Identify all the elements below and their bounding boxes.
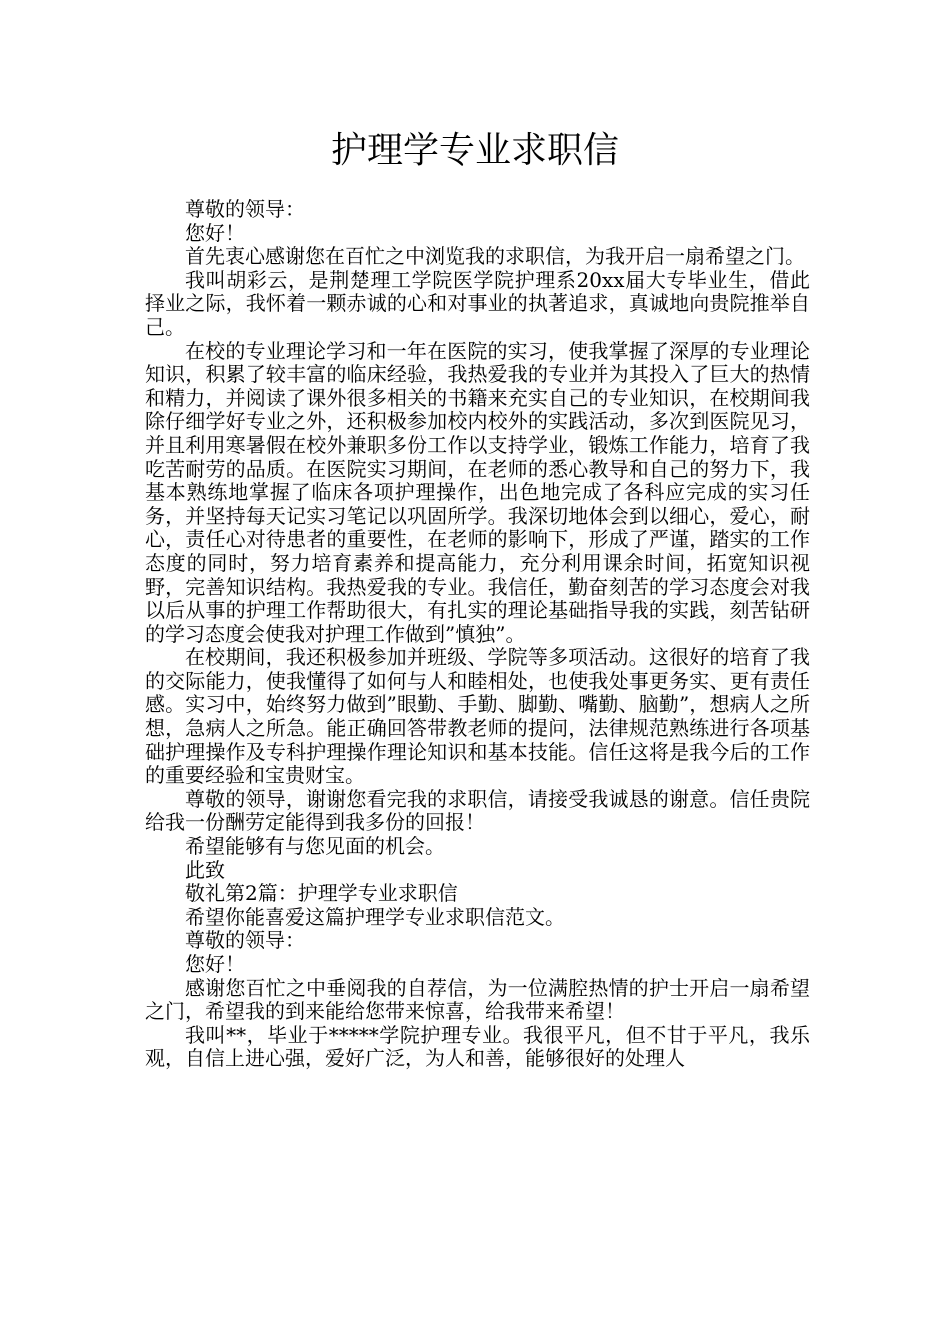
body-paragraph: 首先衷心感谢您在百忙之中浏览我的求职信，为我开启一扇希望之门。 [185,244,805,269]
body-paragraph: 在校的专业理论学习和一年在医院的实习，使我掌握了深厚的专业理论知识，积累了较丰富的临床经验，我热爱我的专业并为其投入了巨大的热情和精力，并阅读了课外很多相关的书籍来充实自己的专业知识，在校期间我除仔细学好专业之外，还积极参加校内校外的实践活动，多次到医院见习，并且利用寒暑假在校外兼职多份工作以支持学业，锻炼工作能力，培育了我吃苦耐劳的品质。在医院实习期间，在老师的悉心教导和自己的努力下，我基本熟练地掌握了临床各项护理操作，出色地完成了各科应完成的实习任务，并坚持每天记实习笔记以巩固所学。我深切地体会到以细心，爱心，耐心，责任心对待患者的重要性，在老师的影响下，形成了严谨，踏实的工作态度的同时，努力培育素养和提高能力，充分利用课余时间，拓宽知识视野，完善知识结构。我热爱我的专业。我信任，勤奋刻苦的学习态度会对我以后从事的护理工作帮助很大，有扎实的理论基础指导我的实践，刻苦钻研的学习态度会使我对护理工作做到”慎独”。 [145,338,810,646]
section-heading: 敬礼第2篇：护理学专业求职信 [185,881,458,906]
body-paragraph: 希望能够有与您见面的机会。 [185,834,445,859]
salutation: 尊敬的领导： [185,197,305,221]
body-paragraph: 在校期间，我还积极参加并班级、学院等多项活动。这很好的培育了我的交际能力，使我懂得了如何与人和睦相处，也使我处事更务实、更有责任感。实习中，始终努力做到”眼勤、手勤、脚勤、嘴勤、脑勤”，想病人之所想，急病人之所急。能正确回答带教老师的提问，法律规范熟练进行各项基础护理操作及专科护理操作理论知识和基本技能。信任这将是我今后的工作的重要经验和宝贵财宝。 [145,645,810,788]
body-paragraph: 尊敬的领导，谢谢您看完我的求职信，请接受我诚恳的谢意。信任贵院给我一份酬劳定能得到我多份的回报！ [145,786,810,835]
document-body [145,198,810,1071]
greeting: 您好！ [185,220,245,245]
body-paragraph: 希望你能喜爱这篇护理学专业求职信范文。 [185,904,565,929]
body-paragraph: 我叫**，毕业于*****学院护理专业。我很平凡，但不甘于平凡，我乐观，自信上进心强，爱好广泛，为人和善，能够很好的处理人 [145,1022,810,1071]
salutation: 尊敬的领导： [185,928,305,953]
greeting: 您好！ [185,952,245,976]
document-title: 护理学专业求职信 [330,130,619,171]
body-paragraph: 感谢您百忙之中垂阅我的自荐信，为一位满腔热情的护士开启一扇希望之门，希望我的到来能给您带来惊喜，给我带来希望！ [145,975,810,1024]
body-paragraph: 我叫胡彩云，是荆楚理工学院医学院护理系20xx届大专毕业生，借此择业之际，我怀着一颗赤诚的心和对事业的执著追求，真诚地向贵院推举自己。 [145,267,810,339]
closing-line: 此致 [185,857,225,882]
